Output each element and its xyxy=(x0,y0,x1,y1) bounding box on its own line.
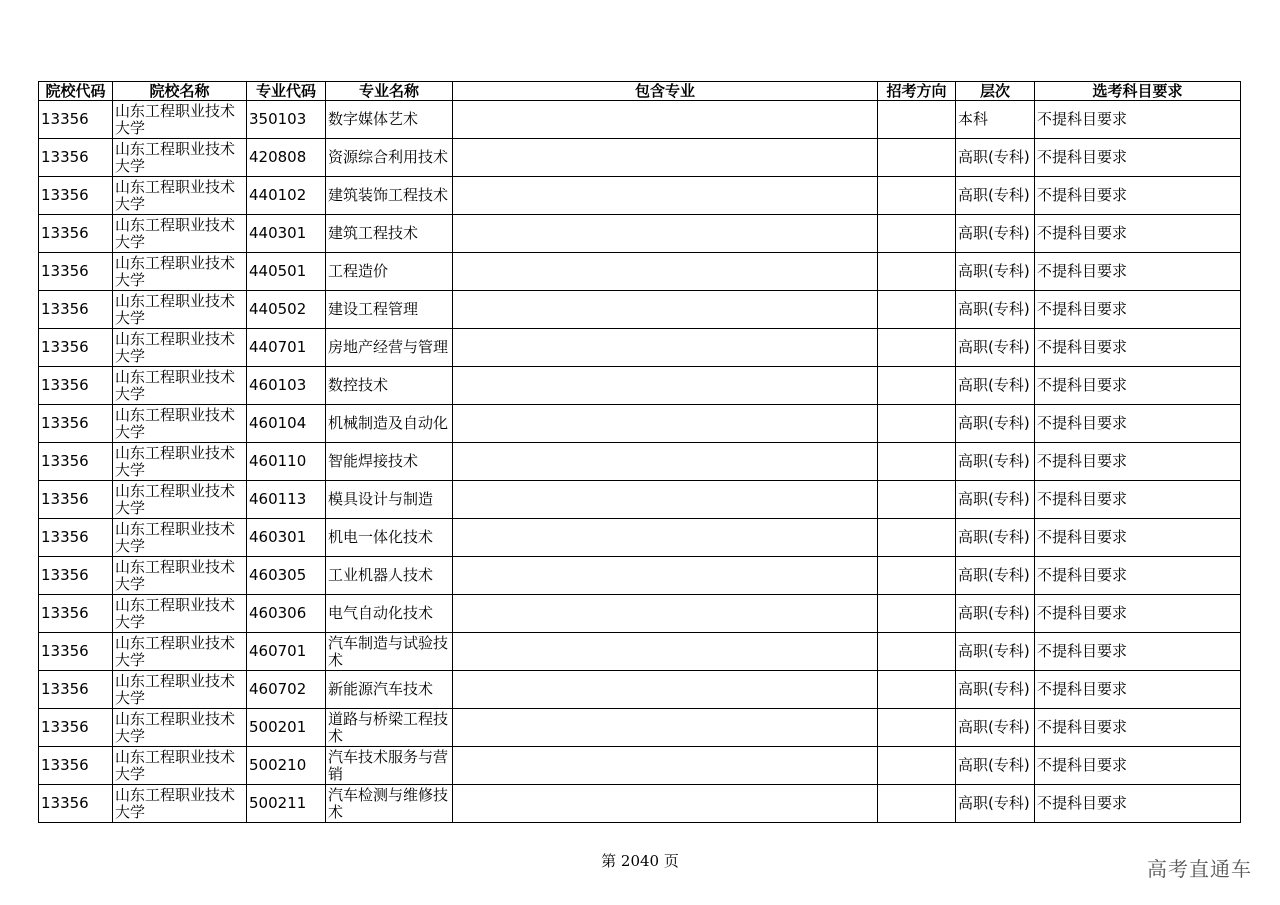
included-majors-cell xyxy=(453,253,878,291)
school-name-cell: 山东工程职业技术大学 xyxy=(113,291,247,329)
table-body xyxy=(39,101,1241,823)
subject-requirement-cell: 不提科目要求 xyxy=(1035,253,1241,291)
school-code-cell: 13356 xyxy=(39,785,113,823)
school-code-cell: 13356 xyxy=(39,253,113,291)
level-cell: 高职(专科) xyxy=(956,785,1035,823)
level-cell: 高职(专科) xyxy=(956,519,1035,557)
included-majors-cell xyxy=(453,405,878,443)
major-code-cell: 500211 xyxy=(247,785,326,823)
school-name-cell: 山东工程职业技术大学 xyxy=(113,557,247,595)
included-majors-cell xyxy=(453,443,878,481)
major-code-cell: 350103 xyxy=(247,101,326,139)
included-majors-cell xyxy=(453,291,878,329)
major-name-cell: 数控技术 xyxy=(326,367,453,405)
level-cell: 高职(专科) xyxy=(956,405,1035,443)
admissions-table-container xyxy=(38,81,1240,823)
subject-requirement-header: 选考科目要求 xyxy=(1035,82,1241,101)
table-row xyxy=(39,367,1241,405)
subject-requirement-cell: 不提科目要求 xyxy=(1035,291,1241,329)
school-code-cell: 13356 xyxy=(39,519,113,557)
table-row xyxy=(39,671,1241,709)
table-row xyxy=(39,481,1241,519)
table-header-row xyxy=(39,82,1241,101)
school-code-cell: 13356 xyxy=(39,709,113,747)
school-name-cell: 山东工程职业技术大学 xyxy=(113,747,247,785)
major-code-cell: 500201 xyxy=(247,709,326,747)
subject-requirement-cell: 不提科目要求 xyxy=(1035,177,1241,215)
subject-requirement-cell: 不提科目要求 xyxy=(1035,405,1241,443)
level-cell: 高职(专科) xyxy=(956,671,1035,709)
major-name-cell: 道路与桥梁工程技术 xyxy=(326,709,453,747)
school-code-cell: 13356 xyxy=(39,633,113,671)
table-row xyxy=(39,633,1241,671)
school-code-cell: 13356 xyxy=(39,405,113,443)
level-cell: 高职(专科) xyxy=(956,329,1035,367)
included-majors-header: 包含专业 xyxy=(453,82,878,101)
table-row xyxy=(39,709,1241,747)
major-code-cell: 460103 xyxy=(247,367,326,405)
page-number: 第 2040 页 xyxy=(601,852,679,870)
direction-cell xyxy=(878,557,956,595)
subject-requirement-cell: 不提科目要求 xyxy=(1035,557,1241,595)
included-majors-cell xyxy=(453,519,878,557)
table-row xyxy=(39,747,1241,785)
table-row xyxy=(39,101,1241,139)
table-row xyxy=(39,329,1241,367)
major-code-header: 专业代码 xyxy=(247,82,326,101)
school-code-cell: 13356 xyxy=(39,443,113,481)
level-cell: 高职(专科) xyxy=(956,709,1035,747)
level-cell: 高职(专科) xyxy=(956,595,1035,633)
included-majors-cell xyxy=(453,785,878,823)
school-name-cell: 山东工程职业技术大学 xyxy=(113,405,247,443)
direction-cell xyxy=(878,291,956,329)
major-name-cell: 电气自动化技术 xyxy=(326,595,453,633)
table-row xyxy=(39,291,1241,329)
major-code-cell: 460104 xyxy=(247,405,326,443)
subject-requirement-cell: 不提科目要求 xyxy=(1035,519,1241,557)
school-code-cell: 13356 xyxy=(39,747,113,785)
school-code-cell: 13356 xyxy=(39,557,113,595)
subject-requirement-cell: 不提科目要求 xyxy=(1035,747,1241,785)
direction-header: 招考方向 xyxy=(878,82,956,101)
school-name-cell: 山东工程职业技术大学 xyxy=(113,101,247,139)
subject-requirement-cell: 不提科目要求 xyxy=(1035,101,1241,139)
major-name-cell: 建筑工程技术 xyxy=(326,215,453,253)
included-majors-cell xyxy=(453,367,878,405)
school-name-cell: 山东工程职业技术大学 xyxy=(113,709,247,747)
school-code-cell: 13356 xyxy=(39,139,113,177)
included-majors-cell xyxy=(453,747,878,785)
major-name-cell: 房地产经营与管理 xyxy=(326,329,453,367)
school-code-cell: 13356 xyxy=(39,367,113,405)
major-name-cell: 建设工程管理 xyxy=(326,291,453,329)
subject-requirement-cell: 不提科目要求 xyxy=(1035,633,1241,671)
major-name-header: 专业名称 xyxy=(326,82,453,101)
school-name-cell: 山东工程职业技术大学 xyxy=(113,671,247,709)
major-name-cell: 汽车制造与试验技术 xyxy=(326,633,453,671)
school-code-cell: 13356 xyxy=(39,101,113,139)
level-cell: 高职(专科) xyxy=(956,253,1035,291)
direction-cell xyxy=(878,785,956,823)
included-majors-cell xyxy=(453,557,878,595)
subject-requirement-cell: 不提科目要求 xyxy=(1035,595,1241,633)
major-code-cell: 500210 xyxy=(247,747,326,785)
major-code-cell: 460113 xyxy=(247,481,326,519)
major-name-cell: 工程造价 xyxy=(326,253,453,291)
included-majors-cell xyxy=(453,709,878,747)
table-row xyxy=(39,519,1241,557)
major-name-cell: 智能焊接技术 xyxy=(326,443,453,481)
major-name-cell: 资源综合利用技术 xyxy=(326,139,453,177)
subject-requirement-cell: 不提科目要求 xyxy=(1035,481,1241,519)
school-code-cell: 13356 xyxy=(39,671,113,709)
level-header: 层次 xyxy=(956,82,1035,101)
level-cell: 高职(专科) xyxy=(956,139,1035,177)
school-name-cell: 山东工程职业技术大学 xyxy=(113,443,247,481)
major-name-cell: 新能源汽车技术 xyxy=(326,671,453,709)
direction-cell xyxy=(878,367,956,405)
school-code-cell: 13356 xyxy=(39,215,113,253)
direction-cell xyxy=(878,139,956,177)
level-cell: 高职(专科) xyxy=(956,443,1035,481)
direction-cell xyxy=(878,405,956,443)
school-name-header: 院校名称 xyxy=(113,82,247,101)
subject-requirement-cell: 不提科目要求 xyxy=(1035,443,1241,481)
major-code-cell: 420808 xyxy=(247,139,326,177)
included-majors-cell xyxy=(453,633,878,671)
school-code-cell: 13356 xyxy=(39,329,113,367)
table-row xyxy=(39,253,1241,291)
table-row xyxy=(39,139,1241,177)
school-name-cell: 山东工程职业技术大学 xyxy=(113,139,247,177)
table-row xyxy=(39,443,1241,481)
school-code-header: 院校代码 xyxy=(39,82,113,101)
table-row xyxy=(39,405,1241,443)
direction-cell xyxy=(878,481,956,519)
school-name-cell: 山东工程职业技术大学 xyxy=(113,367,247,405)
table-row xyxy=(39,785,1241,823)
major-code-cell: 440502 xyxy=(247,291,326,329)
direction-cell xyxy=(878,671,956,709)
major-code-cell: 460306 xyxy=(247,595,326,633)
major-name-cell: 机电一体化技术 xyxy=(326,519,453,557)
direction-cell xyxy=(878,101,956,139)
major-code-cell: 460701 xyxy=(247,633,326,671)
major-name-cell: 汽车技术服务与营销 xyxy=(326,747,453,785)
school-name-cell: 山东工程职业技术大学 xyxy=(113,519,247,557)
major-code-cell: 460702 xyxy=(247,671,326,709)
major-code-cell: 440102 xyxy=(247,177,326,215)
school-name-cell: 山东工程职业技术大学 xyxy=(113,481,247,519)
school-code-cell: 13356 xyxy=(39,481,113,519)
level-cell: 高职(专科) xyxy=(956,633,1035,671)
major-code-cell: 460110 xyxy=(247,443,326,481)
admissions-table xyxy=(38,81,1241,823)
direction-cell xyxy=(878,747,956,785)
school-name-cell: 山东工程职业技术大学 xyxy=(113,329,247,367)
school-name-cell: 山东工程职业技术大学 xyxy=(113,253,247,291)
major-name-cell: 模具设计与制造 xyxy=(326,481,453,519)
direction-cell xyxy=(878,177,956,215)
level-cell: 高职(专科) xyxy=(956,177,1035,215)
direction-cell xyxy=(878,519,956,557)
major-code-cell: 460301 xyxy=(247,519,326,557)
included-majors-cell xyxy=(453,215,878,253)
included-majors-cell xyxy=(453,671,878,709)
subject-requirement-cell: 不提科目要求 xyxy=(1035,709,1241,747)
major-code-cell: 460305 xyxy=(247,557,326,595)
major-name-cell: 汽车检测与维修技术 xyxy=(326,785,453,823)
school-name-cell: 山东工程职业技术大学 xyxy=(113,595,247,633)
level-cell: 高职(专科) xyxy=(956,215,1035,253)
school-code-cell: 13356 xyxy=(39,177,113,215)
included-majors-cell xyxy=(453,139,878,177)
included-majors-cell xyxy=(453,177,878,215)
school-name-cell: 山东工程职业技术大学 xyxy=(113,633,247,671)
direction-cell xyxy=(878,443,956,481)
table-row xyxy=(39,215,1241,253)
direction-cell xyxy=(878,215,956,253)
included-majors-cell xyxy=(453,595,878,633)
table-row xyxy=(39,557,1241,595)
level-cell: 高职(专科) xyxy=(956,747,1035,785)
major-name-cell: 数字媒体艺术 xyxy=(326,101,453,139)
level-cell: 本科 xyxy=(956,101,1035,139)
level-cell: 高职(专科) xyxy=(956,291,1035,329)
included-majors-cell xyxy=(453,101,878,139)
major-code-cell: 440501 xyxy=(247,253,326,291)
major-name-cell: 建筑装饰工程技术 xyxy=(326,177,453,215)
subject-requirement-cell: 不提科目要求 xyxy=(1035,671,1241,709)
school-name-cell: 山东工程职业技术大学 xyxy=(113,215,247,253)
subject-requirement-cell: 不提科目要求 xyxy=(1035,139,1241,177)
school-name-cell: 山东工程职业技术大学 xyxy=(113,785,247,823)
direction-cell xyxy=(878,709,956,747)
school-code-cell: 13356 xyxy=(39,291,113,329)
included-majors-cell xyxy=(453,481,878,519)
subject-requirement-cell: 不提科目要求 xyxy=(1035,329,1241,367)
included-majors-cell xyxy=(453,329,878,367)
major-name-cell: 工业机器人技术 xyxy=(326,557,453,595)
subject-requirement-cell: 不提科目要求 xyxy=(1035,367,1241,405)
level-cell: 高职(专科) xyxy=(956,481,1035,519)
level-cell: 高职(专科) xyxy=(956,367,1035,405)
major-name-cell: 机械制造及自动化 xyxy=(326,405,453,443)
level-cell: 高职(专科) xyxy=(956,557,1035,595)
school-name-cell: 山东工程职业技术大学 xyxy=(113,177,247,215)
direction-cell xyxy=(878,329,956,367)
major-code-cell: 440301 xyxy=(247,215,326,253)
table-row xyxy=(39,177,1241,215)
table-row xyxy=(39,595,1241,633)
watermark-text: 高考直通车 xyxy=(1147,857,1252,881)
direction-cell xyxy=(878,253,956,291)
major-code-cell: 440701 xyxy=(247,329,326,367)
subject-requirement-cell: 不提科目要求 xyxy=(1035,215,1241,253)
school-code-cell: 13356 xyxy=(39,595,113,633)
direction-cell xyxy=(878,633,956,671)
subject-requirement-cell: 不提科目要求 xyxy=(1035,785,1241,823)
direction-cell xyxy=(878,595,956,633)
